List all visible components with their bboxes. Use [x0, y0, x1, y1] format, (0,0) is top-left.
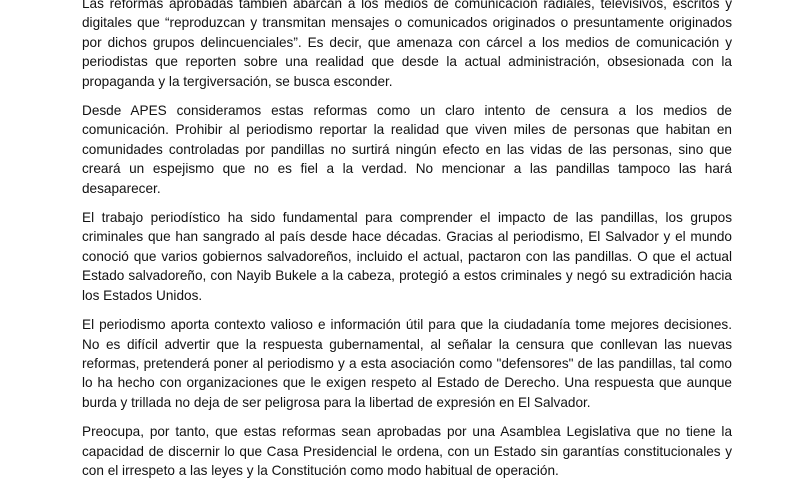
paragraph-trabajo-periodistico: El trabajo periodístico ha sido fundamental para comprender el impacto de las pandillas, los grupos criminales que han sangrado al país desde hace décadas. Gracias al periodismo, El Salvador y el mundo conoció que varios gobiernos salvadoreños, incluido el actual, pactaron con las pandillas. O que el actual Estado salvadoreño, con Nayib Bukele a la cabeza, protegió a estos criminales y negó su extradición hacia los Estados Unidos. [82, 210, 732, 303]
document-body [82, 0, 732, 480]
paragraph-contexto-valioso: El periodismo aporta contexto valioso e información útil para que la ciudadanía tome mejores decisiones. No es difícil advertir que la respuesta gubernamental, al señalar la censura que conllevan las nuevas reformas, pretenderá poner al periodismo y a esta asociación como "defensores" de las pandillas, tal como lo ha hecho con organizaciones que le exigen respeto al Estado de Derecho. Una respuesta que aunque burda y trillada no deja de ser peligrosa para la libertad de expresión en El Salvador. [82, 317, 732, 410]
paragraph-preocupa: Preocupa, por tanto, que estas reformas sean aprobadas por una Asamblea Legislativa que no tiene la capacidad de discernir lo que Casa Presidencial le ordena, con un Estado sin garantías constitucionales y con el irrespeto a las leyes y la Constitución como modo habitual de operación. [82, 424, 732, 478]
paragraph-apes-censura: Desde APES consideramos estas reformas como un claro intento de censura a los medios de comunicación. Prohibir al periodismo reportar la realidad que viven miles de personas que habitan en comunidades controladas por pandillas no surtirá ningún efecto en las vidas de las personas, sino que creará un espejismo que no es fiel a la verdad. No mencionar a las pandillas tampoco las hará desaparecer. [82, 103, 732, 196]
paragraph-reformas-medios: Las reformas aprobadas también abarcan a los medios de comunicación radiales, televisivos, escritos y digitales que “reproduzcan y transmitan mensajes o comunicados originados o presuntamente originados por dichos grupos delincuenciales”. Es decir, que amenaza con cárcel a los medios de comunicación y periodistas que reporten sobre una realidad que desde la actual administración, obsesionada con la propaganda y la tergiversación, se busca esconder. [82, 0, 732, 89]
